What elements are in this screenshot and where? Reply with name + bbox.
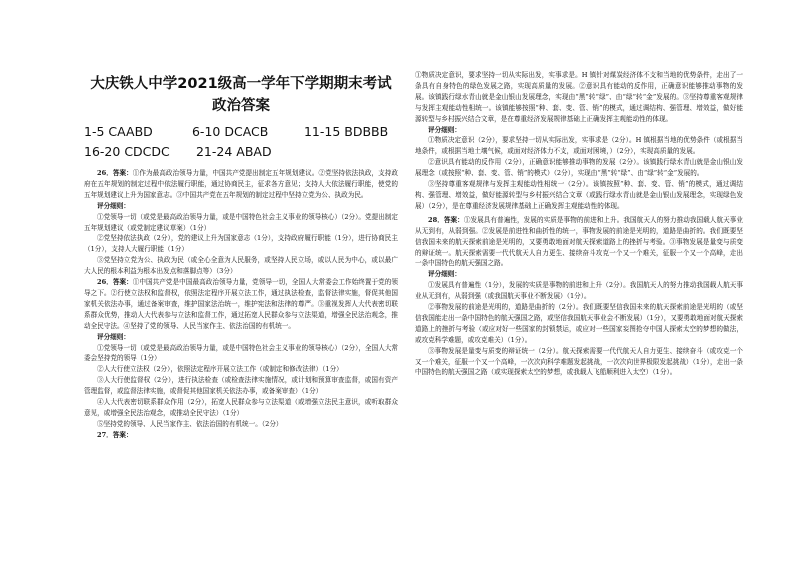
q28-criteria-label: 评分细则： — [428, 270, 461, 279]
right-column — [415, 70, 743, 378]
q26a-criterion-1: ①党领导一切（或党是最高政治领导力量，或是中国特色社会主义事业的领导核心）（2分）。党提出制定五年规划建议（或党制定建议草案）（1分） — [84, 212, 398, 232]
mc-item-5: 21-24 ABAD — [195, 144, 272, 159]
mc-row-2 — [84, 142, 398, 162]
q27-criterion-2: ②意识具有能动的反作用（2分），正确意识能够推动事物的发展（2分）。该镇践行绿水青山就是金山银山发展理念（或按照“种、套、变、管、销”的模式）（2分），实现由“黑”转“绿”、由“绿”转“金”发展的。 — [415, 158, 743, 178]
q27-label-start: 27．答案： — [97, 430, 133, 439]
q27-criteria-label: 评分细则： — [428, 125, 461, 134]
q28-criterion-1: ①发展具有普遍性（1分），发展的实质是事物的前进和上升（2分）。我国航天人的努力推动我国载人航天事业从无到有，从弱到强（或我国航天事业不断发展）（1分）。 — [415, 281, 743, 301]
q26a-answer: 26．答案：①作为最高政治领导力量，中国共产党提出制定五年规划建议。②党坚持依法执政，支持政府在五年规划的制定过程中依法履行职能，通过协商民主，征求各方意见；支持人大依法履行职能，使党的五年规划建议上升为国家意志。③中国共产党在五年规划的制定过程中坚持立党为公、执政为民。 — [84, 169, 398, 199]
q26b-answer: 26．答案：①中国共产党是中国最高政治领导力量，党领导一切，全国人大常委会工作始终置于党的领导之下。②行使立法权和监督权，依照法定程序开展立法工作，通过执法检查，监督法律实施，督促其他国家机关依法办事，通过备案审查，维护国家法治统一，维护宪法和法律的尊严。③重视发挥人大代表密切联系群众优势，推动人大代表参与立法和监督工作，通过拓宽人民群众参与立法渠道，增强全民法治观念，推动全民守法。④坚持了党的领导、人民当家作主、依法治国的有机统一。 — [84, 278, 398, 330]
mc-item-2: 6-10 DCACB — [191, 124, 269, 139]
q26b-criterion-3: ③人大行使监督权（2分），进行执法检查（或检查法律实施情况，或计划和预算审查监督，或国有资产管理监督，或监督法律实施，或督促其他国家机关依法办事，或备案审查）（1分） — [84, 376, 398, 396]
q26b-criterion-4: ④人大代表密切联系群众作用（2分），拓宽人民群众参与立法渠道（或增强立法民主意识，或听取群众意见，或增强全民法治观念，或推动全民守法）（1分） — [84, 398, 398, 417]
q26b-block — [84, 277, 398, 430]
q26b-criteria-label: 评分细则： — [97, 332, 130, 341]
page-subtitle: 政治答案 — [212, 98, 270, 114]
q27-block — [415, 70, 743, 212]
mc-item-1: 1-5 CAABD — [84, 124, 153, 139]
q26a-criteria-label: 评分细则： — [97, 201, 130, 210]
left-column — [84, 74, 398, 441]
q26a-block — [84, 168, 398, 277]
q27-criterion-3: ③坚持尊重客观规律与发挥主观能动性相统一（2分）。该镇按照“种、套、变、管、销”的模式，通过调结构、强管理、增效益，做好能源转型与乡村振兴结合文章（或践行绿水青山就是金山银山发展理念，实现绿色发展）（2分），是在尊重经济发展规律基础上正确发挥主观能动性的体现。 — [415, 180, 743, 210]
mc-row-1 — [84, 122, 398, 142]
q28-answer: 28．答案：①发展具有普遍性，发展的实质是事物的前进和上升。我国航天人的努力推动我国载人航天事业从无到有，从弱到强。②发展是前进性和曲折性的统一，事物发展的前途是光明的，道路是曲折的。我们既要坚信我国未来的航天探索前途是光明的，又要勇敢地面对航天探索道路上的挫折与考验。③事物发展是量变与质变的辩证统一。航天探索需要一代代航天人自力更生、接续奋斗攻克一个又一个难关，征服一个又一个高峰，走出一条中国特色的航天强国之路。 — [415, 215, 743, 268]
q26b-criterion-2: ②人大行使立法权（2分），依照法定程序开展立法工作（或制定和修改法律）（1分） — [97, 365, 343, 374]
q26b-criterion-1: ①党领导一切（或党是最高政治领导力量，或是中国特色社会主义事业的领导核心）（2分），全国人大常委会坚持党的领导（1分） — [84, 343, 398, 363]
q26a-criterion-2: ②党坚持依法执政（2分），党的建议上升为国家意志（1分），支持政府履行职能（1分），进行协商民主（1分），支持人大履行职能（1分） — [84, 234, 398, 254]
q28-block — [415, 215, 743, 379]
page-title: 大庆铁人中学2021级高一学年下学期期末考试 — [90, 76, 392, 92]
q26a-criterion-3: ③党坚持立党为公、执政为民（或全心全意为人民服务，或坚持人民立场，或以人民为中心，或以最广大人民的根本利益为根本出发点和落脚点等）（3分） — [84, 256, 398, 276]
q27-criterion-1: ①物质决定意识（2分），要求坚持一切从实际出发，实事求是（2分）。H 镇根据当地的优势条件（或根据当地条件，或根据当地土壤气候，或面对经济体力不支，或面对困境，）（2分），实现高质量的发展。 — [415, 136, 743, 156]
mc-item-3: 11-15 BDBBB — [303, 124, 389, 139]
mc-item-4: 16-20 CDCDC — [84, 144, 170, 159]
q26b-criterion-5: ⑤坚持党的领导、人民当家作主、依法治国的有机统一。（2分） — [97, 419, 283, 428]
q28-criterion-3: ③事物发展是量变与质变的辩证统一（2分）。航天探索需要一代代航天人自力更生、接续奋斗（或攻克一个又一个难关，征服一个又一个高峰，一次次向科学难题发起挑战，一次次向世界极限发起挑战）（1分），走出一条中国特色的航天强国之路（或实现探索太空的梦想，或我载人飞船顺利进入太空）（1分）。 — [415, 346, 743, 377]
q28-criterion-2: ②事物发展的前途是光明的，道路是曲折的（2分）。我们既要坚信我国未来的航天探索前途是光明的（或坚信我国能走出一条中国特色的航天强国之路，或坚信我国航天事业会不断发展）（1分），又要勇敢地面对航天探索道路上的挫折与考验（或应对好一些国家的封锁禁运，或应对一些国家妄图抢夺中国人探索太空的梦想的做法，或攻克科学难题，或攻克难关）（1分）。 — [415, 303, 743, 344]
q27-answer: ①物质决定意识，要求坚持一切从实际出发，实事求是。H 镇针对煤炭经济体不支和当地的优势条件，走出了一条具有自身特色的绿色发展之路，实现高质量的发展。②意识具有能动的反作用，正确意识能够推动事物的发展。该镇践行绿水青山就是金山银山发展理念，实现由“黑”转“绿”、由“绿”转“金”发展的。③坚持尊重客观规律与发挥主观能动性相统一。该镇能够按照“种、套、变、管、销”的模式，通过调结构、强管理、增效益，做好能源转型与乡村振兴结合文章，是在尊重经济发展规律基础上正确发挥主观能动性的体现。 — [415, 71, 743, 123]
